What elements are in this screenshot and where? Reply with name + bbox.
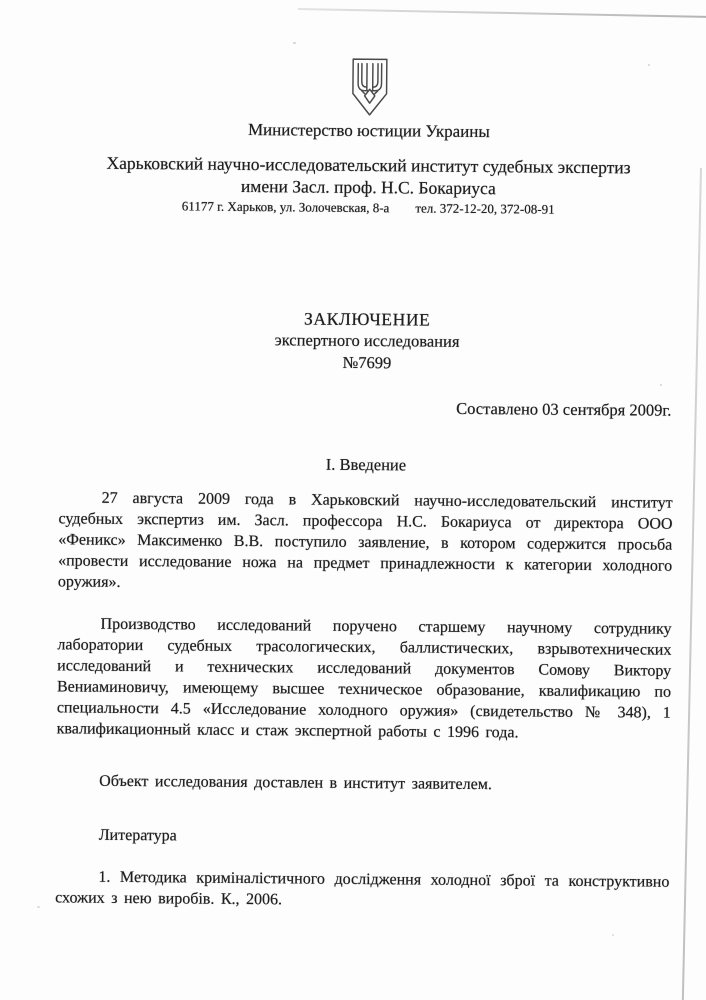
document-title: ЗАКЛЮЧЕНИЕ [304, 308, 431, 330]
paragraph-object-delivery: Объект исследования доставлен в институт заявителем. [99, 772, 492, 794]
ukraine-trident-emblem-icon [62, 54, 677, 119]
paragraph-application: 27 августа 2009 года в Харьковский научно-исследовательский институт судебных экспертиз им. Засл. профессора Н.С. Бокариуса от директора ООО «Феникс» Максименко В.В. поступило заявление, в котором содержится просьба «провести исследование ножа на предмет принадлежности к категории холодного оружия». [57, 489, 673, 591]
introduction-heading: I. Введение [325, 454, 407, 475]
institute-name-line2: имени Засл. проф. Н.С. Бокариуса [240, 175, 496, 199]
scan-speck [37, 906, 40, 908]
paragraph-expert-assignment: Производство исследований поручено старшему научному сотруднику лаборатории судебных трасологических, баллистических, взрывотехнических исследований и технических исследований документов Сомову Виктору Вениаминовичу, имеющему высшее техническое образование, квалификацию по специальности 4.5 «Исследование холодного оружия» (свидетельство № 348), 1 квалификационный класс и стаж экспертной работы с 1996 года. [56, 615, 672, 742]
institute-phone: тел. 372-12-20, 372-08-91 [415, 200, 555, 217]
literature-heading: Литература [98, 826, 177, 845]
document-content [55, 0, 677, 914]
document-subtitle: экспертного исследования [274, 330, 460, 351]
document-number: №7699 [342, 352, 392, 373]
scan-edge-line-right [682, 168, 702, 1000]
ministry-name: Министерство юстиции Украины [247, 120, 490, 142]
scan-speck [612, 934, 614, 936]
institute-address: 61177 г. Харьков, ул. Золочевская, 8-а [181, 198, 390, 216]
institute-name-line1: Харьковский научно-исследовательский институт судебных экспертиз [106, 152, 631, 178]
composed-date-line: Составлено 03 сентября 2009г. [456, 398, 672, 420]
literature-item: 1. Методика криміналістичного дослідження холодної зброї та конструктивно схожих з нею виробів. К., 2006. [55, 868, 670, 909]
